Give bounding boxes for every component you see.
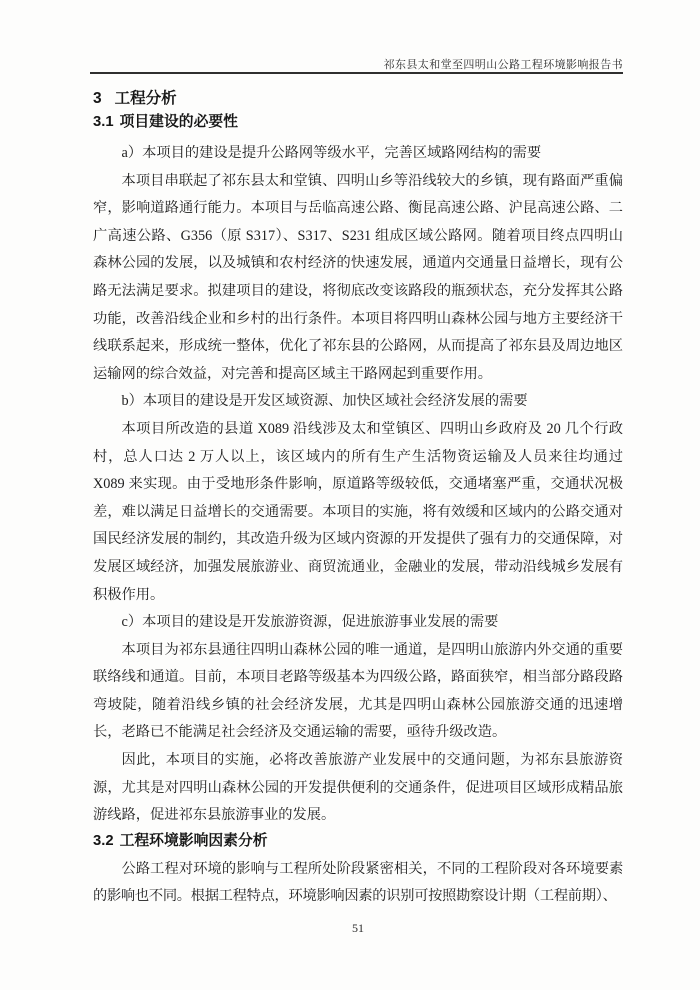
paragraph-3-2-body: 公路工程对环境的影响与工程所处阶段紧密相关，不同的工程阶段对各环境要素的影响也不同。根据工程特点，环境影响因素的识别可按照勘察设计期（工程前期）、 [93, 860, 623, 905]
document-body [93, 89, 623, 911]
paragraph-item-a-body: 本项目串联起了祁东县太和堂镇、四明山乡等沿线较大的乡镇，现有路面严重偏窄，影响道路通行能力。本项目与岳临高速公路、衡昆高速公路、沪昆高速公路、二广高速公路、G356（原 S317）、S317、S231 组成区域公路网。随着项目终点四明山森林公园的发展，以及城镇和农村经济的快速发展，通道内交通量日益增长，现有公路无法满足要求。拟建项目的建设，将彻底改变该路段的瓶颈状态，充分发挥其公路功能，改善沿线企业和乡村的出行条件。本项目将四明山森林公园与地方主要经济干线联系起来，形成统一整体，优化了祁东县的公路网，从而提高了祁东县及周边地区运输网的综合效益，对完善和提高区域主干路网起到重要作用。 [93, 172, 623, 382]
subsection-heading-3-1 [93, 113, 623, 132]
subsection-title: 项目建设的必要性 [119, 114, 238, 130]
section-number: 3 [93, 90, 102, 107]
subsection-number: 3.1 [93, 114, 114, 130]
page-number: 51 [352, 921, 364, 935]
paragraph-item-b-body: 本项目所改造的县道 X089 沿线涉及太和堂镇区、四明山乡政府及 20 几个行政村，总人口达 2 万人以上，该区域内的所有生产生活物资运输及人员来往均通过 X089 来实现。由于受地形条件影响，原道路等级较低，交通堵塞严重，交通状况极差，难以满足日益增长的交通需要。本项目的实施，将有效缓和区域内的公路交通对国民经济发展的制约，其改造升级为区域内资源的开发提供了强有力的交通保障，对发展区域经济，加强发展旅游业、商贸流通业，金融业的发展，带动沿线城乡发展有积极作用。 [93, 420, 623, 603]
subsection-heading-3-2 [93, 832, 623, 851]
subsection-title: 工程环境影响因素分析 [119, 832, 268, 849]
paragraph-item-c-body-1: 本项目为祁东县通往四明山森林公园的唯一通道，是四明山旅游内外交通的重要联络线和通道。目前，本项目老路等级基本为四级公路，路面狭窄，相当部分路段路弯坡陡，随着沿线乡镇的社会经济发展，尤其是四明山森林公园旅游交通的迅速增长，老路已不能满足社会经济及交通运输的需要，亟待升级改造。 [93, 641, 623, 741]
section-title: 工程分析 [114, 90, 177, 107]
header-rule [90, 72, 623, 74]
report-header-title: 祁东县太和堂至四明山公路工程环境影响报告书 [383, 59, 623, 71]
paragraph-item-a-heading: a）本项目的建设是提升公路网等级水平，完善区域路网结构的需要 [121, 145, 542, 161]
subsection-number: 3.2 [93, 832, 114, 849]
paragraph-item-c-heading: c）本项目的建设是开发旅游资源，促进旅游事业发展的需要 [121, 614, 499, 631]
paragraph-item-b-heading: b）本项目的建设是开发区域资源、加快区域社会经济发展的需要 [121, 393, 528, 410]
section-heading-3 [93, 89, 623, 108]
paragraph-item-c-body-2: 因此，本项目的实施，必将改善旅游产业发展中的交通问题，为祁东县旅游资源，尤其是对四明山森林公园的开发提供便利的交通条件，促进项目区域形成精品旅游线路，促进祁东县旅游事业的发展。 [93, 752, 623, 824]
